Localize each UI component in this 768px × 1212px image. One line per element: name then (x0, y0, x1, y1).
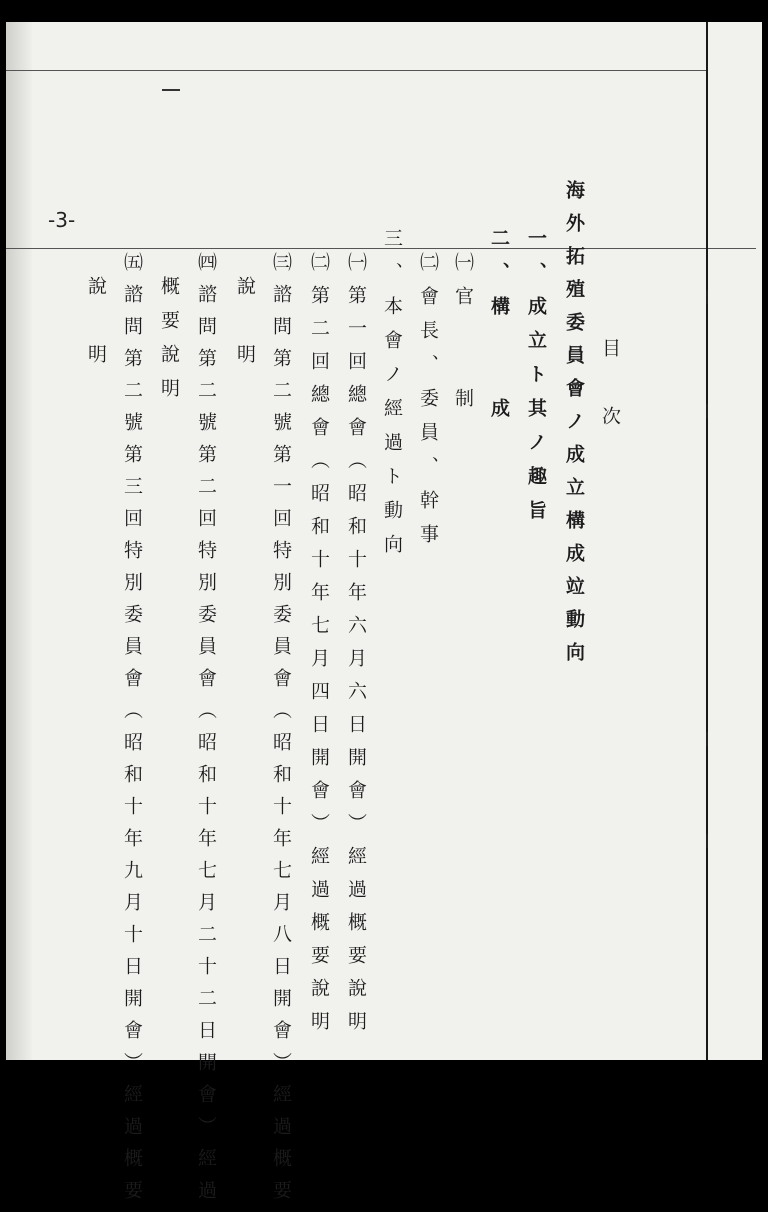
toc-item-3-4-cont: 概要說明 (158, 276, 180, 412)
binding-stitch (706, 834, 716, 848)
toc-item-3-1: ㈠第一回總會（昭和十年六月六日開會）經過概要說明 (345, 252, 367, 1044)
document-title: 海外拓殖委員會ノ成立構成竝動向 (563, 180, 585, 675)
ruled-line-top (6, 70, 706, 71)
toc-item-3-5-cont: 說 明 (85, 276, 107, 378)
toc-item-1: 一、成立ト其ノ趣旨 (525, 228, 547, 534)
toc-item-3-5: ㈤諮問第二號第三回特別委員會（昭和十年九月十日開會）經過概要 (121, 252, 143, 1212)
toc-item-3: 三、本會ノ經過ト動向 (381, 228, 403, 568)
binding-line (706, 22, 708, 1060)
toc-heading: 目 次 (599, 338, 621, 440)
toc-item-2: 二、構 成 (488, 228, 510, 432)
toc-item-3-3-cont: 說 明 (234, 276, 256, 378)
toc-item-2-1: ㈠官 制 (452, 252, 474, 422)
toc-item-3-2: ㈡第二回總會（昭和十年七月四日開會）經過概要說明 (308, 252, 330, 1044)
stray-mark (162, 89, 180, 91)
page-edge-shadow (6, 22, 32, 1060)
binding-stitch (706, 290, 716, 304)
toc-item-2-2: ㈡會長、委員、幹事 (417, 252, 439, 558)
toc-item-3-4: ㈣諮問第二號第二回特別委員會（昭和十年七月二十二日開會）經過 (195, 252, 217, 1212)
binding-stitch (706, 732, 716, 746)
binding-stitch (706, 404, 716, 418)
toc-item-3-3: ㈢諮問第二號第一回特別委員會（昭和十年七月八日開會）經過概要 (270, 252, 292, 1212)
page-number: -3- (48, 208, 76, 232)
document-page (6, 22, 762, 1212)
